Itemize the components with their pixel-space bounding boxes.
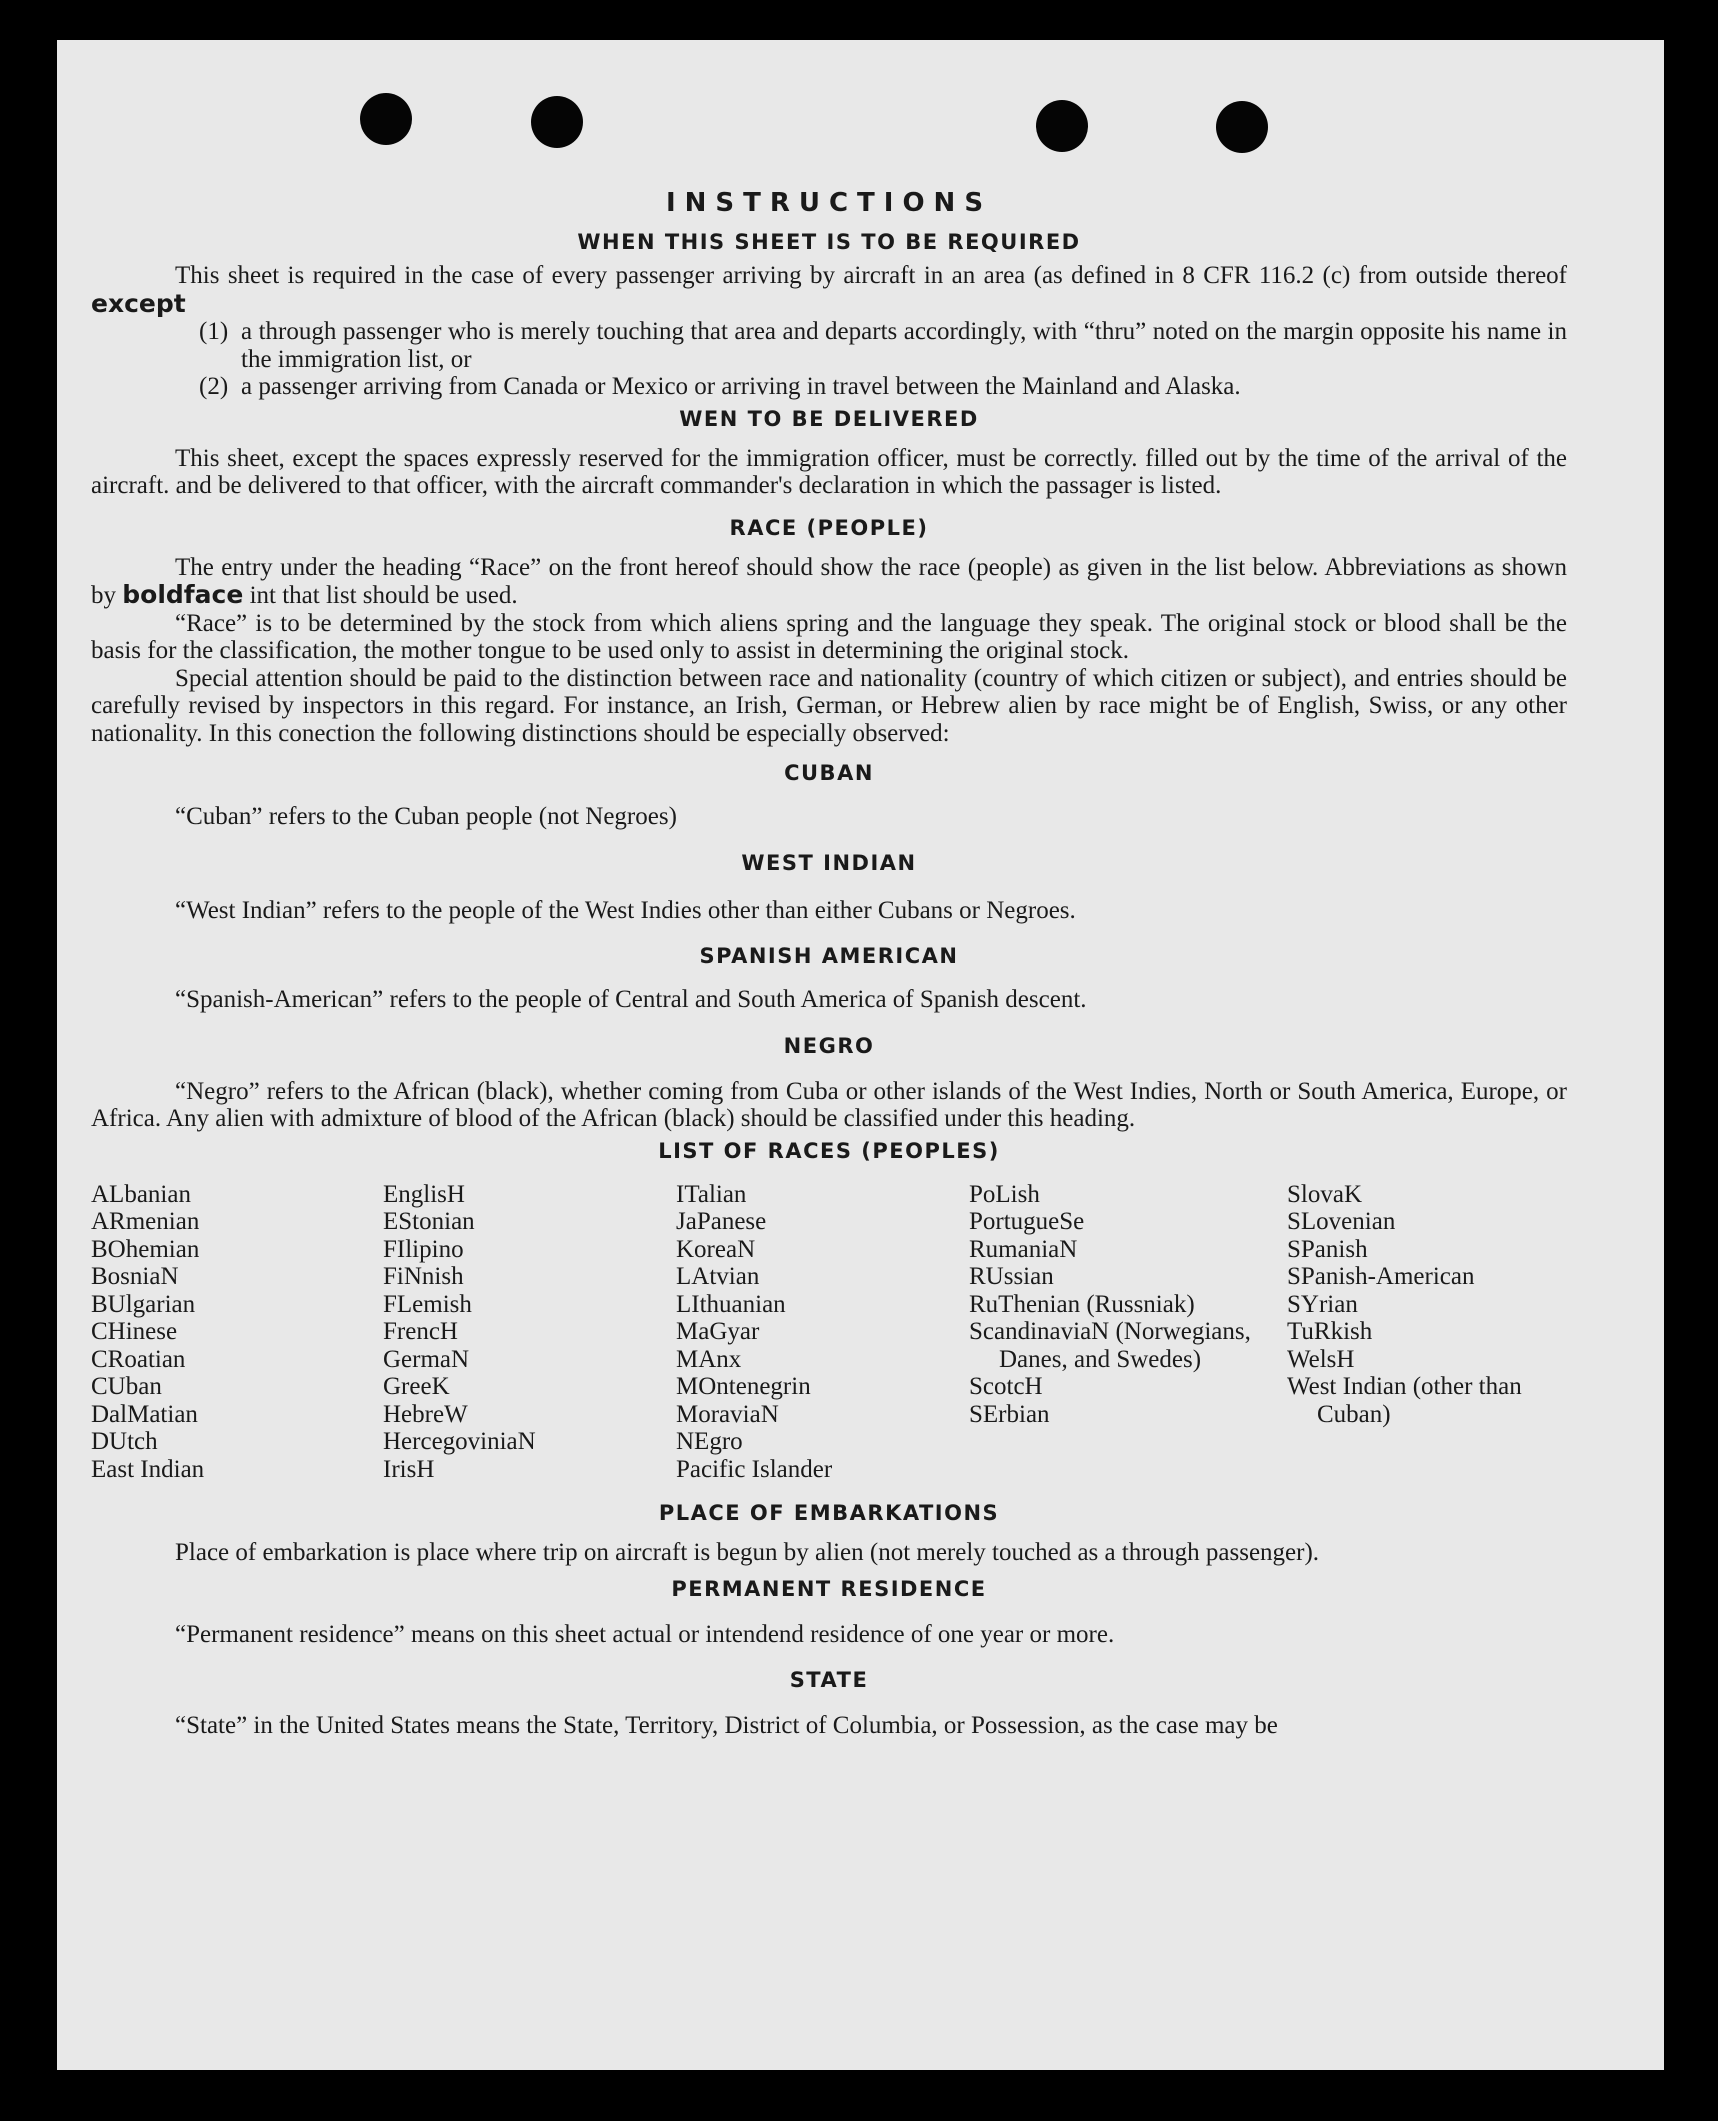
paragraph: This sheet, except the spaces expressly reserved for the immigration officer, must be correctly. filled out by the time of the arrival of the aircraft. and be delivered to that officer, with the aircraft commander's declaration in which the passager is listed. <box>91 444 1567 499</box>
race-column <box>969 1181 1287 1484</box>
section-heading: SPANISH AMERICAN <box>699 944 959 968</box>
punch-hole <box>531 96 583 148</box>
punch-hole <box>360 93 412 145</box>
section-heading: NEGRO <box>783 1033 875 1058</box>
race-entry: FiNnish <box>383 1263 464 1290</box>
race-column <box>91 1181 383 1484</box>
race-entry: DalMatian <box>91 1400 198 1428</box>
race-entry: BUlgarian <box>91 1290 196 1318</box>
list-item <box>199 318 1567 373</box>
race-entry: Pacific Islander <box>676 1455 833 1483</box>
race-entry: SErbian <box>969 1400 1050 1428</box>
item-number: (1) <box>199 318 229 345</box>
paragraph: “Race” is to be determined by the stock from which aliens spring and the language they speak. The original stock or blood shall be the basis for the classification, the mother tongue to be used only to assist in determining the original stock. <box>91 609 1567 664</box>
race-entry: MOntenegrin <box>676 1373 811 1400</box>
race-entry: BosniaN <box>91 1263 179 1290</box>
paragraph-text: int that list should be used. <box>243 582 518 609</box>
paragraph <box>91 554 1567 610</box>
race-entry: West Indian (other than Cuban) <box>1287 1373 1522 1428</box>
race-entry: HebreW <box>383 1400 468 1428</box>
paragraph <box>91 262 1567 318</box>
list-item <box>199 373 1567 401</box>
race-entry: SlovaK <box>1287 1180 1362 1208</box>
race-entry: DUtch <box>91 1428 158 1455</box>
section-heading: WEST INDIAN <box>741 850 917 875</box>
race-entry: NEgro <box>676 1428 743 1455</box>
race-entry: EStonian <box>383 1208 475 1235</box>
page-title: INSTRUCTIONS <box>665 188 993 218</box>
document-body <box>91 188 1567 1740</box>
race-entry: CUban <box>91 1373 162 1400</box>
race-entry: ITalian <box>676 1180 747 1208</box>
race-entry: HercegoviniaN <box>383 1428 536 1455</box>
race-entry: ALbanian <box>91 1180 191 1208</box>
race-entry: CRoatian <box>91 1345 186 1373</box>
punch-hole <box>1036 100 1088 152</box>
bold-term: except <box>91 288 186 318</box>
race-entry: SPanish-American <box>1287 1263 1475 1290</box>
race-entry: JaPanese <box>676 1208 767 1235</box>
race-entry: East Indian <box>91 1455 205 1483</box>
paragraph: “Spanish-American” refers to the people of Central and South America of Spanish descent. <box>175 986 1087 1013</box>
document-page <box>57 40 1664 2070</box>
race-entry: SLovenian <box>1287 1208 1396 1235</box>
paragraph: Place of embarkation is place where trip on aircraft is begun by alien (not merely touched as a through passenger). <box>175 1539 1320 1566</box>
race-entry: IrisH <box>383 1455 435 1483</box>
race-entry: KoreaN <box>676 1235 756 1263</box>
section-heading: STATE <box>789 1668 869 1692</box>
race-entry: GreeK <box>383 1373 450 1400</box>
race-entry: LIthuanian <box>676 1290 786 1318</box>
paragraph: “Cuban” refers to the Cuban people (not Negroes) <box>175 803 677 830</box>
race-entry: EnglisH <box>383 1180 465 1208</box>
race-entry: PoLish <box>969 1180 1040 1208</box>
race-entry: BOhemian <box>91 1235 200 1263</box>
section-heading: WEN TO BE DELIVERED <box>679 406 979 431</box>
section-heading: PERMANENT RESIDENCE <box>671 1576 987 1601</box>
item-text: a passenger arriving from Canada or Mexico or arriving in travel between the Mainland and Alaska. <box>241 373 1241 400</box>
race-entry: RuThenian (Russniak) <box>969 1290 1195 1318</box>
race-column <box>383 1181 676 1484</box>
race-entry: FLemish <box>383 1290 472 1318</box>
paragraph-text: This sheet is required in the case of every passenger arriving by aircraft in an area (as defined in 8 CFR 116.2 (c) from outside thereof <box>175 262 1567 289</box>
race-entry: ScotcH <box>969 1373 1043 1400</box>
paragraph: “Negro” refers to the African (black), whether coming from Cuba or other islands of the West Indies, North or South America, Europe, or Africa. Any alien with admixture of blood of the African (black) should be classified under this heading. <box>91 1077 1567 1132</box>
race-entry: FrencH <box>383 1318 458 1345</box>
race-entry: FIlipino <box>383 1235 464 1263</box>
race-column <box>676 1181 969 1484</box>
section-heading: CUBAN <box>784 761 874 785</box>
race-entry: LAtvian <box>676 1263 760 1290</box>
bold-term: boldface <box>122 580 244 609</box>
paragraph: “State” in the United States means the State, Territory, District of Columbia, or Possession, as the case may be <box>175 1712 1278 1739</box>
section-heading: WHEN THIS SHEET IS TO BE REQUIRED <box>577 230 1081 254</box>
race-entry: CHinese <box>91 1318 178 1345</box>
race-entry: ScandinaviaN (Norwegians, Danes, and Swedes) <box>969 1318 1251 1373</box>
paragraph: “West Indian” refers to the people of the West Indies other than either Cubans or Negroes. <box>175 896 1076 924</box>
race-entry: MoraviaN <box>676 1400 779 1428</box>
race-entry: GermaN <box>383 1345 470 1373</box>
race-entry: WelsH <box>1287 1345 1355 1373</box>
section-heading: PLACE OF EMBARKATIONS <box>658 1501 1000 1525</box>
punch-hole <box>1216 101 1268 153</box>
race-entry: SPanish <box>1287 1235 1368 1263</box>
race-entry: RUssian <box>969 1263 1054 1290</box>
section-heading: RACE (PEOPLE) <box>729 515 929 540</box>
paragraph: “Permanent residence” means on this sheet actual or intendend residence of one year or more. <box>175 1620 1115 1648</box>
race-entry: RumaniaN <box>969 1235 1078 1263</box>
race-entry: ARmenian <box>91 1208 200 1235</box>
race-entry: MAnx <box>676 1345 742 1373</box>
race-entry: TuRkish <box>1287 1318 1373 1345</box>
race-list <box>91 1181 1567 1484</box>
paragraph-text: The entry under the heading “Race” on the front hereof should show the race (people) as given in the list below. Abbreviations as shown by <box>91 553 1567 609</box>
race-entry: SYrian <box>1287 1290 1358 1318</box>
race-column <box>1287 1181 1567 1484</box>
item-text: a through passenger who is merely touching that area and departs accordingly, with “thru” noted on the margin opposite his name in the immigration list, or <box>241 318 1567 373</box>
race-entry: PortugueSe <box>969 1208 1085 1235</box>
paragraph: Special attention should be paid to the distinction between race and nationality (country of which citizen or subject), and entries should be carefully revised by inspectors in this regard. For instance, an Irish, German, or Hebrew alien by race might be of English, Swiss, or any other nationality. In this conection the following distinctions should be especially observed: <box>91 664 1567 747</box>
item-number: (2) <box>199 373 229 400</box>
race-entry: MaGyar <box>676 1318 760 1345</box>
section-heading: LIST OF RACES (PEOPLES) <box>658 1138 1000 1163</box>
